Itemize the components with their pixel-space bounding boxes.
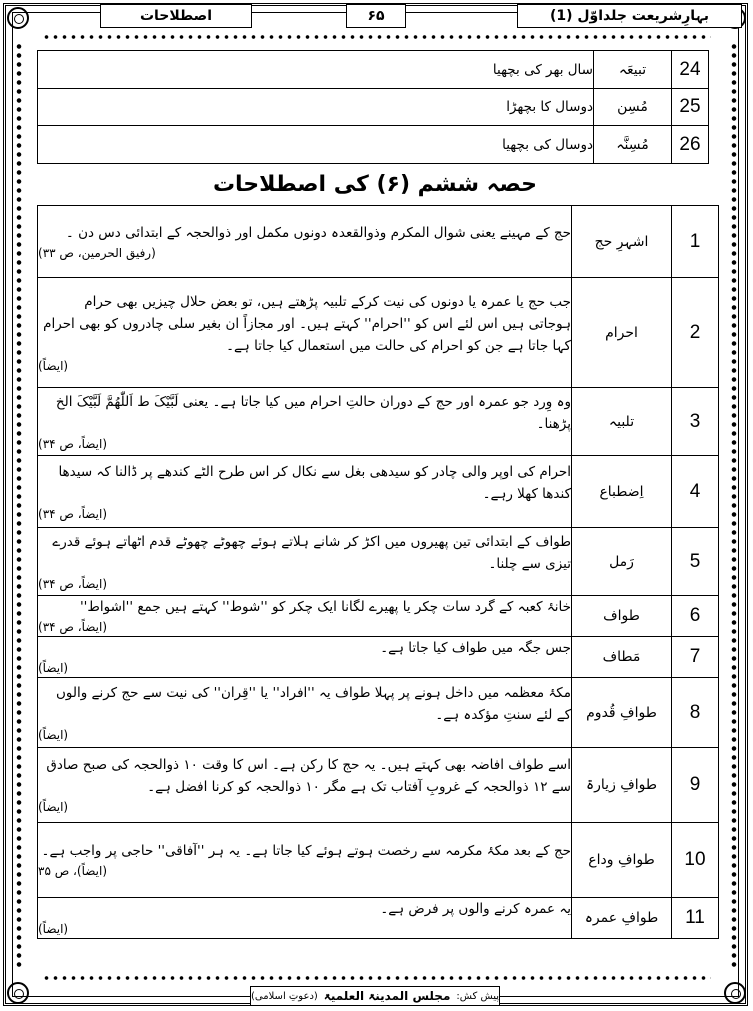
left-bead-border — [15, 42, 23, 969]
reference-citation: (ایضاً) — [38, 800, 69, 814]
row-number: 1 — [672, 206, 719, 278]
reference-citation: (ایضاً، ص ۳۴) — [38, 620, 108, 634]
reference-citation: (ایضاً) — [38, 358, 69, 373]
term-cell: طوافِ وداع — [572, 823, 672, 898]
reference-citation: (ایضاً) — [38, 661, 69, 675]
definition-cell: سال بھر کی بچھیا — [38, 51, 594, 89]
definition-cell — [38, 637, 572, 678]
definition-cell: دوسال کا بچھڑا — [38, 89, 594, 126]
definition-cell — [38, 388, 572, 456]
row-number: 8 — [672, 678, 719, 748]
reference-citation: (ایضاً، ص ۳۴) — [38, 576, 108, 591]
definition-cell — [38, 748, 572, 823]
definition-cell — [38, 528, 572, 596]
terms-table — [37, 205, 719, 939]
table-row — [38, 278, 719, 388]
definition-cell — [38, 678, 572, 748]
term-cell: طوافِ عمرہ — [572, 898, 672, 939]
table-row — [38, 51, 709, 89]
term-cell: احرام — [572, 278, 672, 388]
row-number: 7 — [672, 637, 719, 678]
table-row — [38, 637, 719, 678]
bottom-bead-border — [42, 975, 711, 981]
footer-presented-by: پیش کش: — [456, 990, 499, 1002]
row-number: 3 — [672, 388, 719, 456]
definition-text: احرام کی اوپر والی چادر کو سیدھی بغل سے نکال کر اس طرح الٹے کندھے پر ڈالنا کہ سیدھا کندھا کھلا رہے۔ — [58, 463, 571, 502]
row-number: 26 — [672, 126, 709, 164]
term-cell: طوافِ قُدوم — [572, 678, 672, 748]
running-section-title: اصطلاحات — [100, 4, 252, 28]
definition-cell: دوسال کی بچھیا — [38, 126, 594, 164]
term-cell: اِضطباع — [572, 456, 672, 528]
reference-citation: (ایضاً، ص ۳۴) — [38, 436, 108, 451]
definition-text: اسے طواف افاضہ بھی کہتے ہیں۔ یہ حج کا رکن ہے۔ اس کا وقت ۱۰ ذوالحجہ کی صبح صادق سے ۱۲ ذوالحجہ کے غروبِ آفتاب تک ہے مگر ۱۰ ذوالحجہ کو کرنا افضل ہے۔ — [46, 757, 571, 795]
term-cell: مَطاف — [572, 637, 672, 678]
footer-publisher-name: مجلس المدینۃ العلمیۃ — [323, 989, 451, 1003]
row-number: 2 — [672, 278, 719, 388]
row-number: 25 — [672, 89, 709, 126]
top-terms-table — [37, 50, 709, 164]
table-row — [38, 388, 719, 456]
table-row — [38, 528, 719, 596]
term-cell: تلبیہ — [572, 388, 672, 456]
reference-citation: (ایضاً)، ص ۳۵ — [38, 864, 107, 878]
footer-publisher — [250, 986, 500, 1006]
definition-cell — [38, 823, 572, 898]
definition-text: وہ وِرد جو عمرہ اور حج کے دوران حالتِ احرام میں کیا جاتا ہے۔ یعنی لَبَّیْکَ ط اَللّٰھُمَّ لَبَّیْکَ الخ پڑھنا۔ — [55, 393, 571, 432]
table-row — [38, 748, 719, 823]
definition-text: حج کے بعد مکۂ مکرمہ سے رخصت ہوتے ہوئے کیا جاتا ہے۔ یہ ہر ''آفاقی'' حاجی پر واجب ہے۔ — [41, 843, 571, 859]
definition-text: خانۂ کعبہ کے گرد سات چکر یا پھیرے لگانا ایک چکر کو ''شوط'' کہتے ہیں جمع ''اشواط'' — [79, 599, 571, 615]
definition-text: جس جگہ میں طواف کیا جاتا ہے۔ — [380, 640, 571, 656]
row-number: 11 — [672, 898, 719, 939]
corner-ornament-icon — [7, 7, 29, 29]
section-heading: حصہ ششم (۶) کی اصطلاحات — [212, 172, 538, 197]
term-cell: مُسِنَّہ — [594, 126, 672, 164]
row-number: 24 — [672, 51, 709, 89]
definition-text: حج کے مہینے یعنی شوال المکرم وذوالقعدہ دونوں مکمل اور ذوالحجہ کے ابتدائی دس دن ۔ — [65, 224, 571, 241]
term-cell: اشہرِ حج — [572, 206, 672, 278]
reference-citation: (رفیق الحرمین، ص ۳۳) — [38, 245, 156, 260]
row-number: 9 — [672, 748, 719, 823]
term-cell: طوافِ زیارۃ — [572, 748, 672, 823]
table-row — [38, 596, 719, 637]
definition-text: طواف کے ابتدائی تین پھیروں میں اکڑ کر شانے ہلاتے ہوئے چھوٹے چھوٹے قدم اٹھاتے ہوئے قدرے تیزی سے چلنا۔ — [52, 533, 571, 572]
reference-citation: (ایضاً) — [38, 727, 69, 742]
term-cell: مُسِن — [594, 89, 672, 126]
footer-publisher-sub: (دعوتِ اسلامی) — [251, 990, 318, 1002]
definition-cell — [38, 278, 572, 388]
table-row — [38, 126, 709, 164]
table-row — [38, 823, 719, 898]
term-cell: طواف — [572, 596, 672, 637]
definition-text: جب حج یا عمرہ یا دونوں کی نیت کرکے تلبیہ پڑھتے ہیں، تو بعض حلال چیزیں بھی حرام ہوجاتی ہیں اس لئے اس کو ''احرام'' کہتے ہیں۔ اور مجازاً ان بغیر سلی چادروں کو بھی احرام کہا جاتا ہے جن کو احرام کی حالت میں استعمال کیا جاتا ہے۔ — [43, 293, 571, 354]
corner-ornament-icon — [7, 982, 29, 1004]
row-number: 4 — [672, 456, 719, 528]
definition-text: یہ عمرہ کرنے والوں پر فرض ہے۔ — [380, 901, 571, 917]
top-bead-border — [42, 34, 711, 40]
table-row — [38, 456, 719, 528]
page-number: ۶۵ — [346, 4, 406, 28]
row-number: 5 — [672, 528, 719, 596]
definition-cell — [38, 456, 572, 528]
table-row — [38, 898, 719, 939]
definition-text: مکۂ معظمہ میں داخل ہونے پر پہلا طواف یہ ''افراد'' یا ''قِران'' کی نیت سے حج کرنے والوں کے لئے سنتِ مؤکدہ ہے۔ — [55, 684, 571, 723]
table-row — [38, 206, 719, 278]
definition-cell — [38, 206, 572, 278]
row-number: 6 — [672, 596, 719, 637]
table-row — [38, 89, 709, 126]
row-number: 10 — [672, 823, 719, 898]
corner-ornament-icon — [724, 982, 746, 1004]
reference-citation: (ایضاً) — [38, 922, 69, 936]
definition-cell — [38, 898, 572, 939]
term-cell: رَمل — [572, 528, 672, 596]
reference-citation: (ایضاً، ص ۳۴) — [38, 506, 108, 521]
definition-cell — [38, 596, 572, 637]
term-cell: تبیعَہ — [594, 51, 672, 89]
book-title: بہارِشریعت جلداوّل (1) — [517, 4, 742, 28]
right-bead-border — [730, 42, 738, 969]
table-row — [38, 678, 719, 748]
